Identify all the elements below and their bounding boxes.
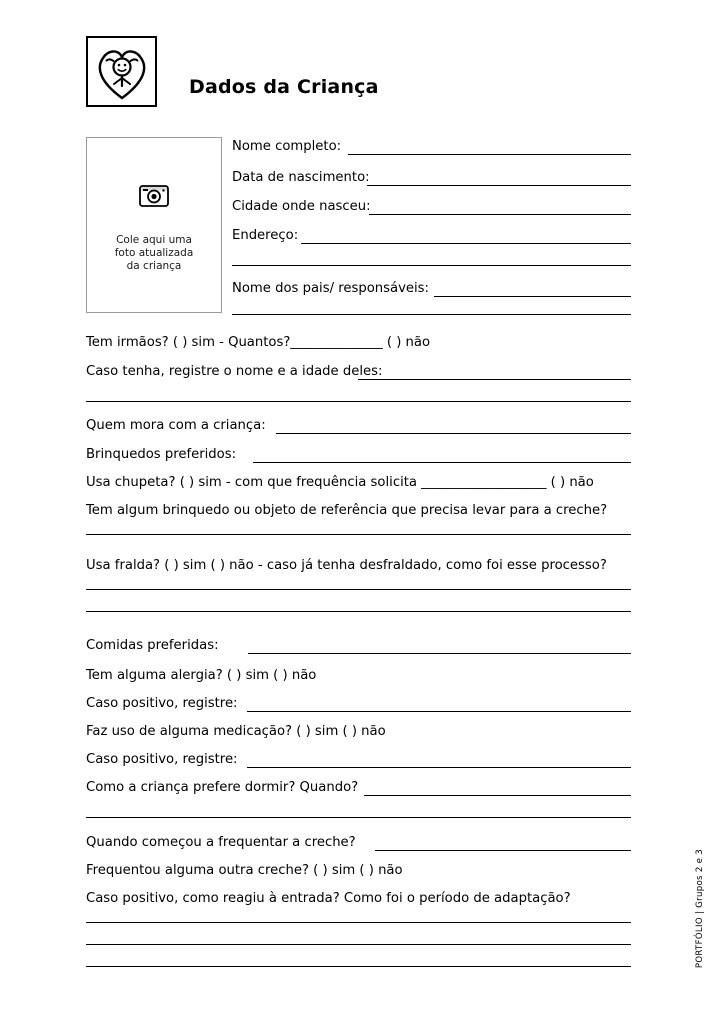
camera-icon: [139, 182, 169, 212]
line-endereco-2[interactable]: [232, 265, 631, 266]
label-brinquedos-preferidos: Brinquedos preferidos:: [86, 447, 237, 462]
line-como-dormir-2[interactable]: [86, 817, 631, 818]
label-tem-irmaos[interactable]: Tem irmãos? ( ) sim - Quantos?______________ ( ) não: [86, 335, 431, 350]
line-quem-mora[interactable]: [276, 433, 631, 434]
label-outra-creche[interactable]: Frequentou alguma outra creche? ( ) sim ( ) não: [86, 863, 403, 878]
label-cidade-nasceu: Cidade onde nasceu:: [232, 199, 371, 214]
line-brinquedos-preferidos[interactable]: [253, 462, 631, 463]
line-reagiu-entrada-3[interactable]: [86, 966, 631, 967]
label-data-nascimento: Data de nascimento:: [232, 170, 370, 185]
line-usa-fralda-1[interactable]: [86, 589, 631, 590]
label-caso-positivo-medicacao: Caso positivo, registre:: [86, 752, 238, 767]
line-endereco-1[interactable]: [301, 243, 631, 244]
photo-placeholder-box: [86, 137, 222, 313]
label-caso-tenha: Caso tenha, registre o nome e a idade deles:: [86, 364, 383, 379]
label-usa-chupeta[interactable]: Usa chupeta? ( ) sim - com que frequência solicita ___________________ ( ) não: [86, 475, 594, 490]
label-endereco: Endereço:: [232, 228, 299, 243]
label-comidas-preferidas: Comidas preferidas:: [86, 638, 219, 653]
photo-caption-line-3: da criança: [126, 260, 182, 272]
label-quem-mora: Quem mora com a criança:: [86, 418, 266, 433]
label-quando-creche: Quando começou a frequentar a creche?: [86, 835, 356, 850]
heart-child-logo-icon: [86, 36, 157, 107]
line-caso-positivo-medicacao[interactable]: [247, 767, 631, 768]
photo-caption-line-2: foto atualizada: [114, 247, 194, 259]
line-reagiu-entrada-2[interactable]: [86, 944, 631, 945]
label-brinquedo-referencia: Tem algum brinquedo ou objeto de referência que precisa levar para a creche?: [86, 503, 608, 518]
line-quando-creche[interactable]: [375, 850, 631, 851]
label-medicacao[interactable]: Faz uso de alguma medicação? ( ) sim ( ) não: [86, 724, 386, 739]
photo-caption-line-1: Cole aqui uma: [116, 234, 192, 246]
label-reagiu-entrada: Caso positivo, como reagiu à entrada? Como foi o período de adaptação?: [86, 891, 571, 906]
label-como-dormir: Como a criança prefere dormir? Quando?: [86, 780, 359, 795]
line-cidade-nasceu[interactable]: [369, 214, 631, 215]
page-sidenote: PORTFÓLIO | Grupos 2 e 3: [695, 848, 705, 968]
label-tem-alergia[interactable]: Tem alguma alergia? ( ) sim ( ) não: [86, 668, 317, 683]
label-usa-fralda[interactable]: Usa fralda? ( ) sim ( ) não - caso já tenha desfraldado, como foi esse processo?: [86, 558, 607, 573]
line-caso-tenha-1[interactable]: [358, 379, 631, 380]
line-como-dormir-1[interactable]: [364, 795, 631, 796]
label-caso-positivo-alergia: Caso positivo, registre:: [86, 696, 238, 711]
line-data-nascimento[interactable]: [367, 185, 631, 186]
label-nome-pais: Nome dos pais/ responsáveis:: [232, 281, 429, 296]
line-caso-tenha-2[interactable]: [86, 401, 631, 402]
line-caso-positivo-alergia[interactable]: [247, 711, 631, 712]
document-header: [86, 36, 646, 110]
line-nome-pais-2[interactable]: [232, 314, 631, 315]
line-reagiu-entrada-1[interactable]: [86, 922, 631, 923]
photo-caption: [87, 234, 221, 273]
line-comidas-preferidas[interactable]: [248, 653, 631, 654]
page-title: Dados da Criança: [189, 76, 379, 98]
line-brinquedo-referencia-1[interactable]: [86, 534, 631, 535]
line-nome-pais-1[interactable]: [434, 296, 631, 297]
line-usa-fralda-2[interactable]: [86, 611, 631, 612]
label-nome-completo: Nome completo:: [232, 139, 342, 154]
line-nome-completo[interactable]: [348, 154, 631, 155]
